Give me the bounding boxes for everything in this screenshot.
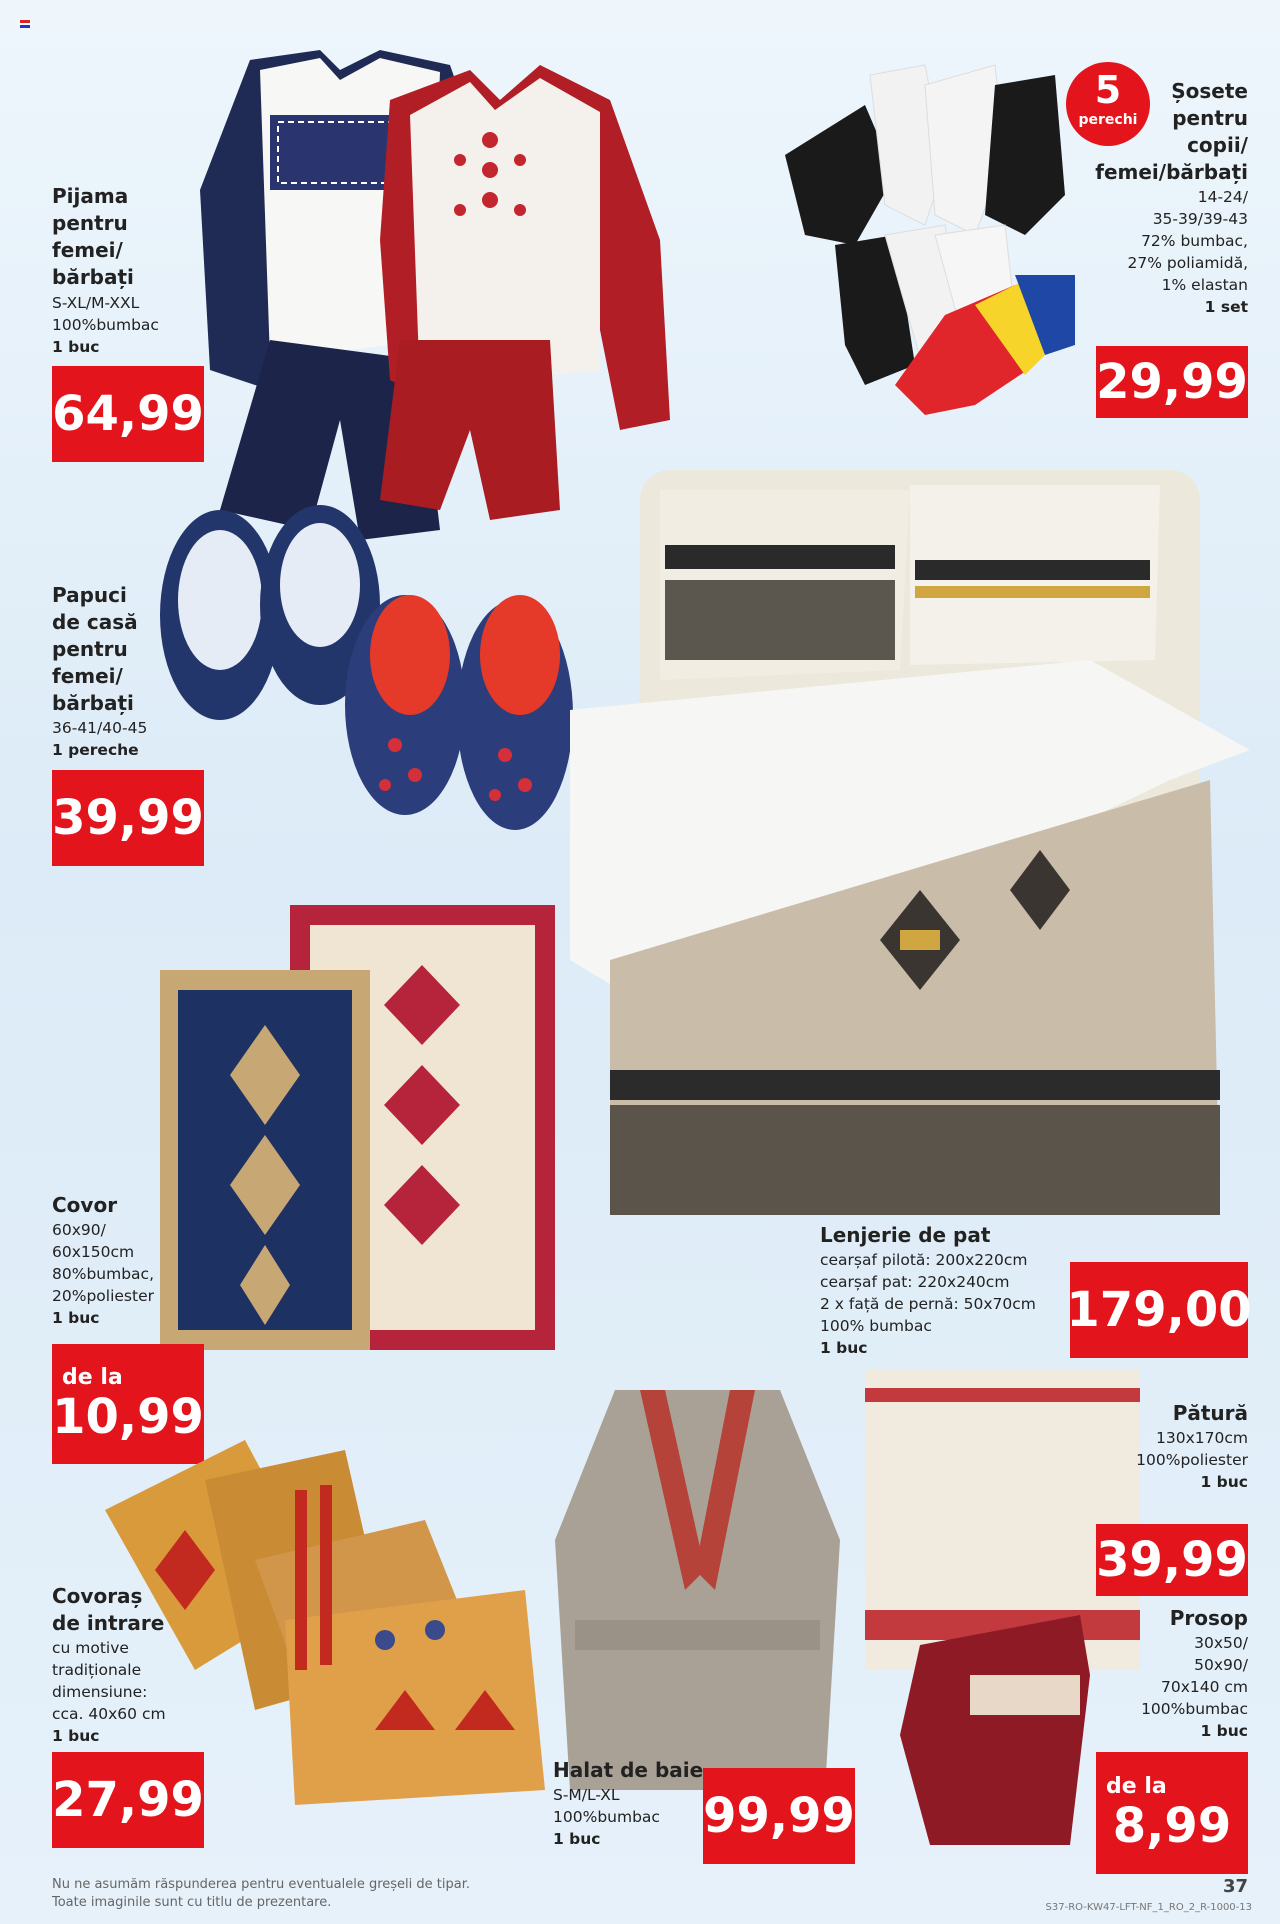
covor-text: Covor 60x90/ 60x150cm 80%bumbac, 20%poliester 1 buc [52,1193,154,1327]
prosop-price: de la 8,99 [1096,1752,1248,1874]
prosop-text: Prosop 30x50/ 50x90/ 70x140 cm 100%bumbac 1 buc [1141,1606,1248,1740]
halat-image [555,1390,840,1790]
covor-image [160,905,560,1350]
flag-mark [20,20,30,28]
sosete-price: 29,99 [1096,346,1248,418]
prosop-image [900,1615,1100,1845]
page-number: 37 [1222,1876,1248,1897]
pijama-name: Pijama pentru femei/ bărbați [52,184,134,289]
papuci-spec: 36-41/40-45 1 pereche [52,719,148,759]
covoras-price: 27,99 [52,1752,204,1848]
sosete-image [775,45,1085,440]
covor-price: de la 10,99 [52,1344,204,1464]
covoras-image [105,1440,545,1805]
sosete-name: Șosete pentru copii/ femei/bărbați [1095,79,1248,184]
lenjerie-text: Lenjerie de pat cearșaf pilotă: 200x220cm cearșaf pat: 220x240cm 2 x față de pernă: 50x70cm 100% bumbac 1 buc [820,1223,1036,1357]
sosete-badge: 5 perechi [1066,62,1150,146]
sosete-spec: 14-24/ 35-39/39-43 72% bumbac, 27% poliamidă, 1% elastan 1 set [1127,188,1248,316]
page-code: S37-RO-KW47-LFT-NF_1_RO_2_R-1000-13 [1045,1902,1252,1913]
halat-text: Halat de baie S-M/L-XL 100%bumbac 1 buc [553,1758,704,1848]
papuci-name: Papuci de casă pentru femei/ bărbați [52,583,138,715]
lenjerie-price: 179,00 [1070,1262,1248,1358]
disclaimer: Nu ne asumăm răspunderea pentru eventualele greșeli de tipar. Toate imaginile sunt cu titlu de prezentare. [52,1877,471,1910]
halat-price: 99,99 [703,1768,855,1864]
patura-price: 39,99 [1096,1524,1248,1596]
papuci-price: 39,99 [52,770,204,866]
lenjerie-image [570,460,1270,1215]
pijama-price: 64,99 [52,366,204,462]
papuci-image [155,505,575,855]
pijama-spec: S-XL/M-XXL 100%bumbac 1 buc [52,294,159,356]
patura-text: Pătură 130x170cm 100%poliester 1 buc [1136,1401,1248,1491]
covoras-text: Covoraș de intrare cu motive tradiționale dimensiune: cca. 40x60 cm 1 buc [52,1584,166,1745]
